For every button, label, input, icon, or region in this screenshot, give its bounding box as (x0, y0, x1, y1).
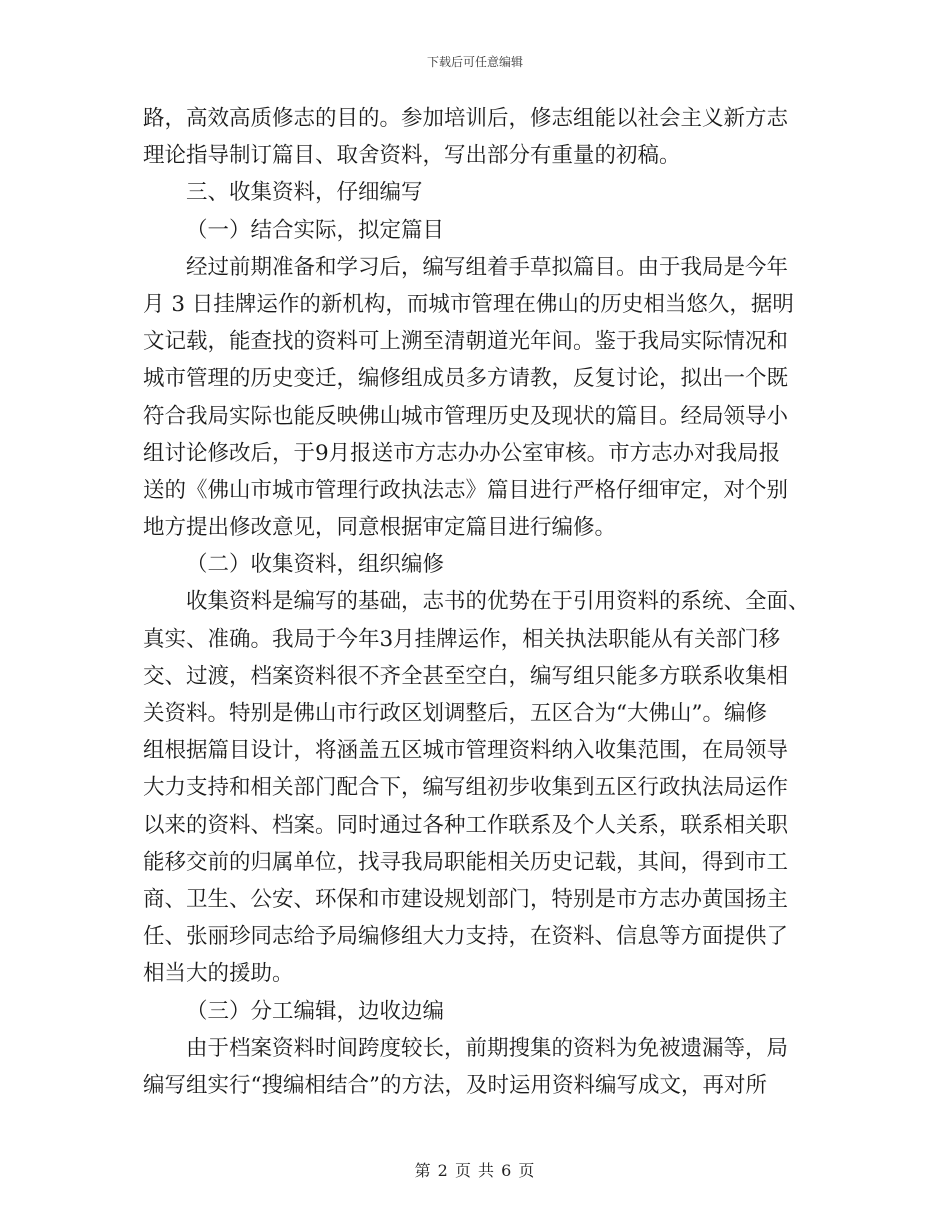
paragraph-line: 关资料。特别是佛山市行政区划调整后，五区合为“大佛山”。编修 (143, 701, 767, 726)
paragraph-line: 大力支持和相关部门配合下，编写组初步收集到五区行政执法局运作 (143, 775, 789, 801)
paragraph-line: 地方提出修改意见，同意根据审定篇目进行编修。 (143, 515, 617, 541)
paragraph-line: 商、卫生、公安、环保和市建设规划部门，特别是市方志办黄国扬主 (143, 886, 789, 912)
paragraph-line: 组根据篇目设计，将涵盖五区城市管理资料纳入收集范围，在局领导 (143, 738, 789, 764)
paragraph-line: 文记载，能查找的资料可上溯至清朝道光年间。鉴于我局实际情况和 (143, 329, 789, 355)
paragraph-line: 收集资料是编写的基础，志书的优势在于引用资料的系统、全面、 (186, 589, 810, 615)
paragraph-line: 理论指导制订篇目、取舍资料，写出部分有重量的初稿。 (143, 143, 681, 169)
document-body (143, 100, 813, 1104)
paragraph-line: 由于档案资料时间跨度较长，前期搜集的资料为免被遗漏等，局 (186, 1035, 789, 1061)
subsection-heading: （一）结合实际，拟定篇目 (186, 217, 445, 243)
paragraph-line: 以来的资料、档案。同时通过各种工作联系及个人关系，联系相关职 (143, 812, 789, 838)
paragraph-line: 送的《佛山市城市管理行政执法志》篇目进行严格仔细审定，对个别 (143, 477, 789, 503)
subsection-heading: （三）分工编辑，边收边编 (186, 998, 445, 1024)
paragraph-line: 符合我局实际也能反映佛山城市管理历史及现状的篇目。经局领导小 (143, 403, 789, 429)
paragraph-line: 月 3 日挂牌运作的新机构，而城市管理在佛山的历史相当悠久，据明 (143, 291, 794, 317)
paragraph-line: 城市管理的历史变迁，编修组成员多方请教，反复讨论，拟出一个既 (143, 366, 789, 392)
paragraph-line: 能移交前的归属单位，找寻我局职能相关历史记载，其间，得到市工 (143, 849, 789, 875)
paragraph-line: 相当大的援助。 (143, 961, 294, 987)
paragraph-line: 路，高效高质修志的目的。参加培训后，修志组能以社会主义新方志 (143, 106, 789, 131)
paragraph-line: 真实、准确。我局于今年3月挂牌运作，相关执法职能从有关部门移 (143, 626, 781, 652)
page-header: 下载后可任意编辑 (426, 55, 523, 69)
paragraph-line: 交、过渡，档案资料很不齐全甚至空白，编写组只能多方联系收集相 (143, 663, 789, 689)
paragraph-line: 任、张丽珍同志给予局编修组大力支持，在资料、信息等方面提供了 (143, 924, 789, 950)
paragraph-line: 经过前期准备和学习后，编写组着手草拟篇目。由于我局是今年 (186, 254, 789, 280)
subsection-heading: （二）收集资料，组织编修 (186, 552, 445, 578)
section-heading: 三、收集资料，仔细编写 (186, 180, 423, 206)
paragraph-line: 编写组实行“搜编相结合”的方法，及时运用资料编写成文，再对所 (143, 1072, 767, 1098)
page-number-footer: 第 2 页 共 6 页 (414, 1161, 536, 1180)
paragraph-line: 组讨论修改后，于9月报送市方志办办公室审核。市方志办对我局报 (143, 440, 781, 466)
